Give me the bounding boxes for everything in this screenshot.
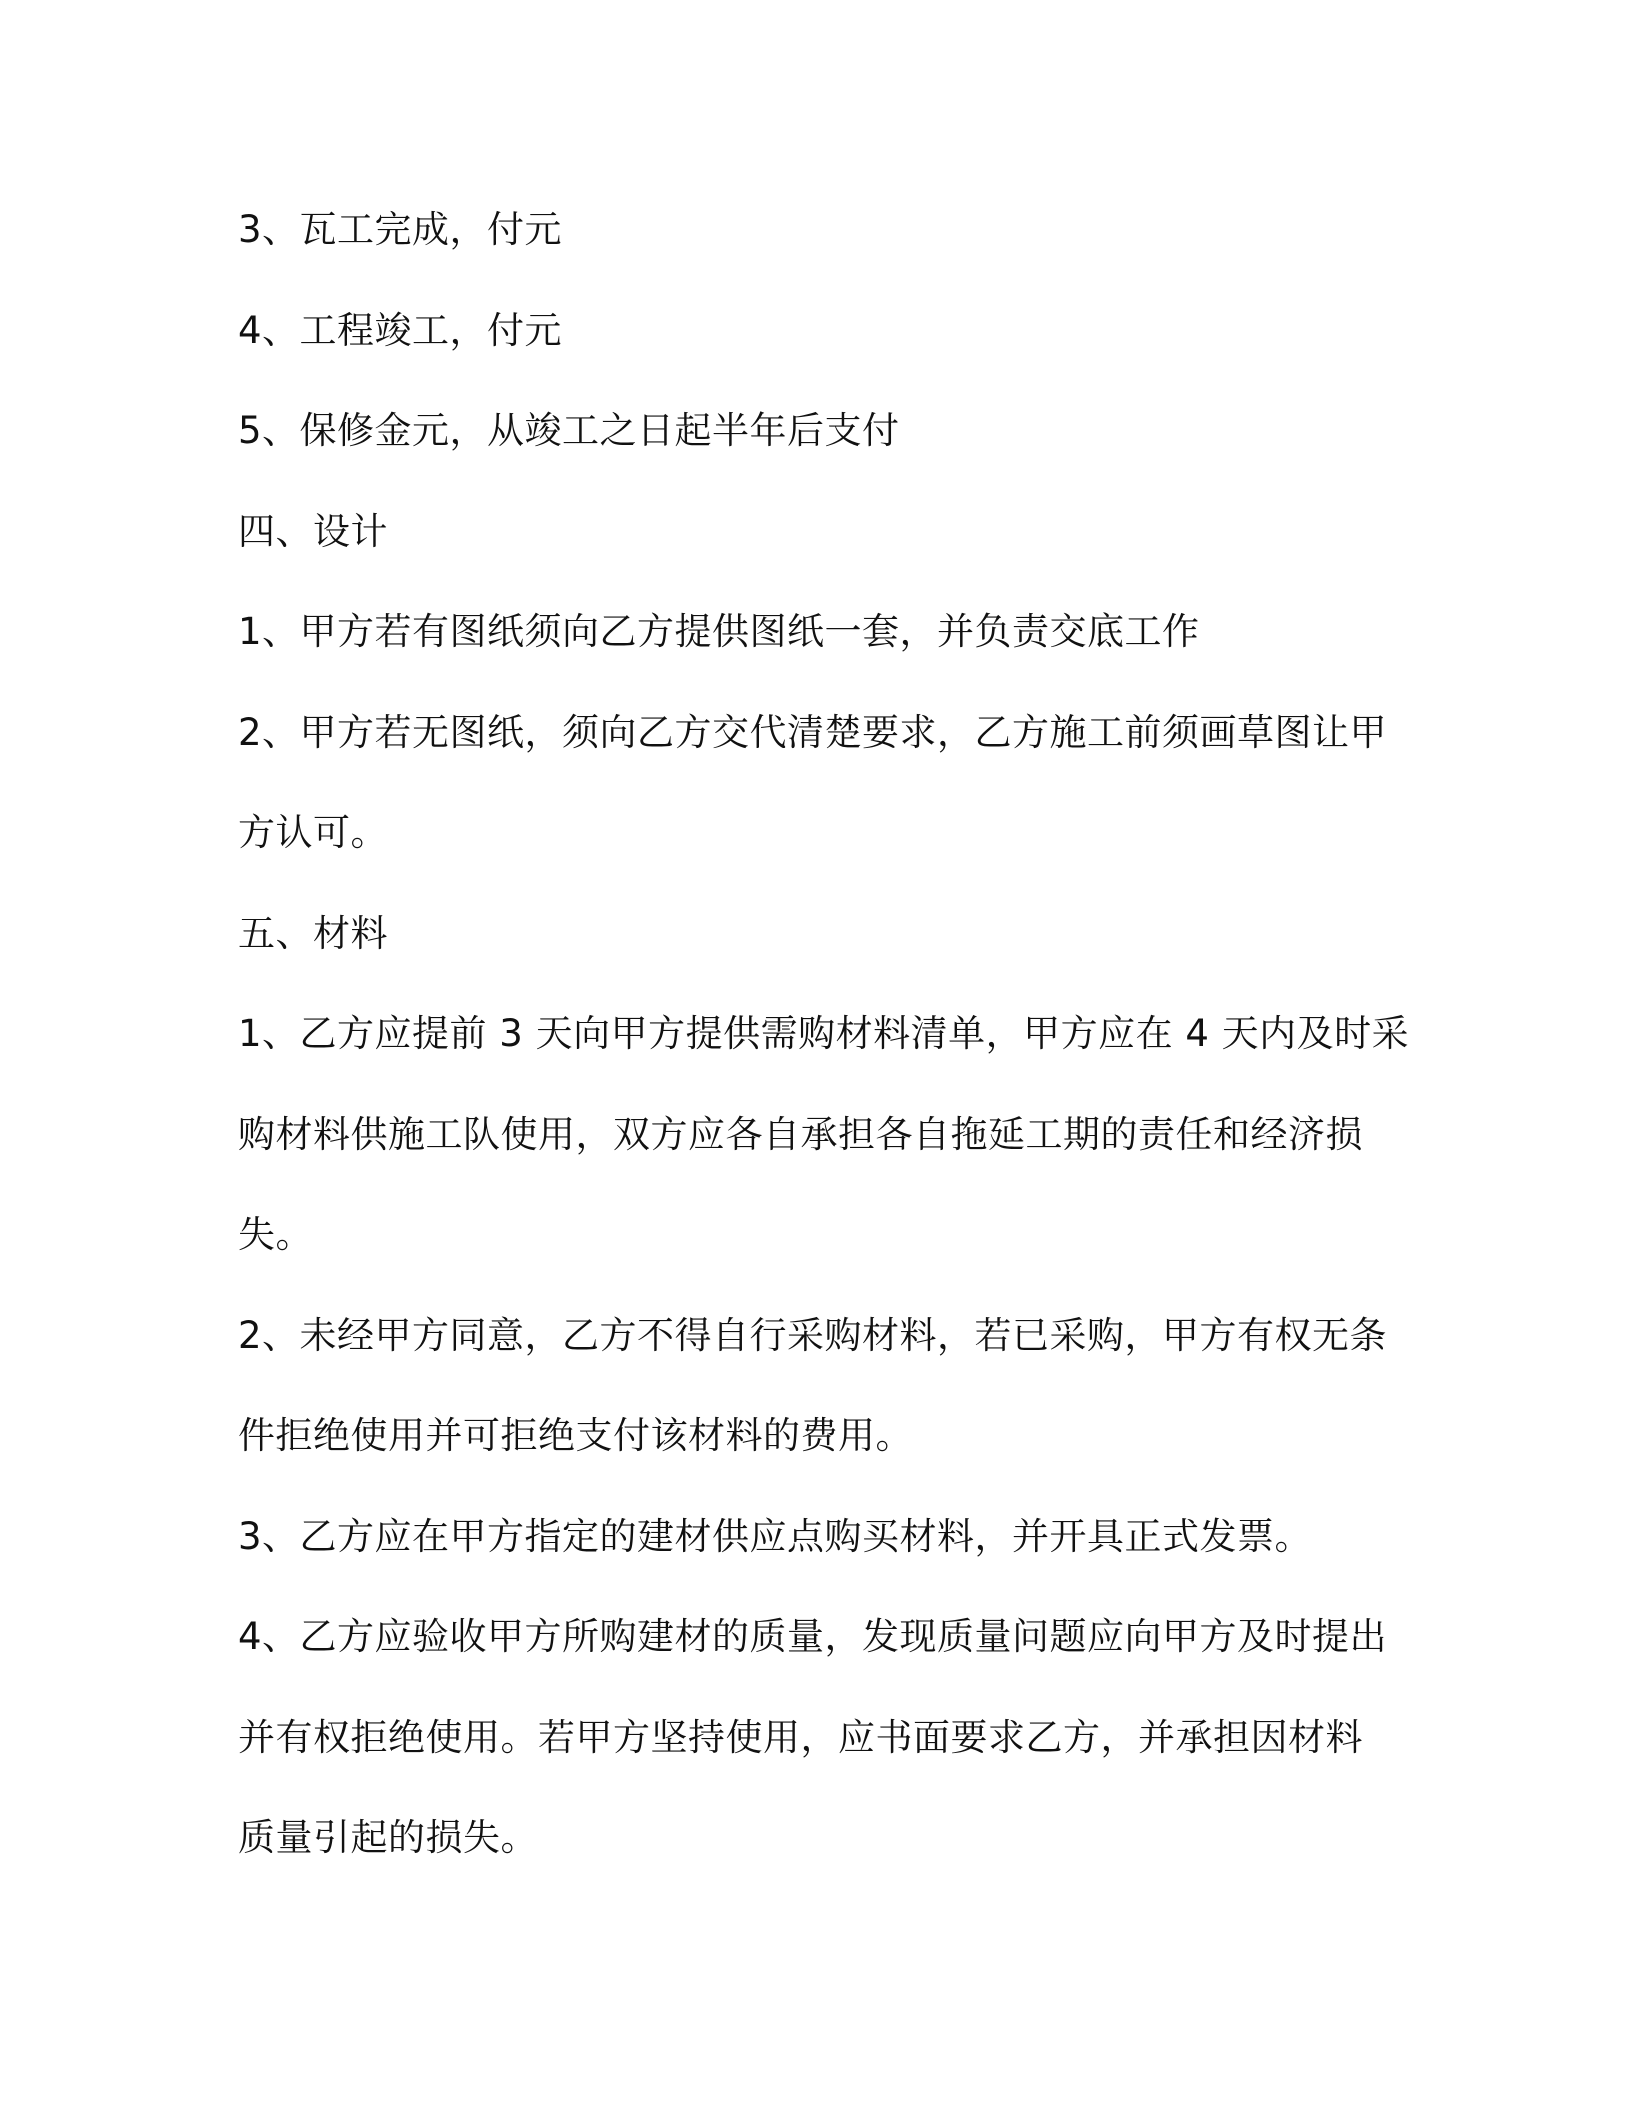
materials-item-4-line-3: 质量引起的损失。: [238, 1816, 538, 1859]
materials-item-4-line-1: 4、乙方应验收甲方所购建材的质量，发现质量问题应向甲方及时提出: [238, 1615, 1388, 1658]
section-heading-design: 四、设计: [238, 509, 388, 553]
item-5-warranty-deposit: 5、保修金元，从竣工之日起半年后支付: [238, 409, 900, 452]
design-item-1: 1、甲方若有图纸须向乙方提供图纸一套，并负责交底工作: [238, 610, 1200, 653]
materials-item-1-line-1: 1、乙方应提前 3 天向甲方提供需购材料清单，甲方应在 4 天内及时采: [238, 1012, 1410, 1055]
section-heading-materials: 五、材料: [238, 911, 388, 955]
item-4-completion-payment: 4、工程竣工，付元: [238, 308, 563, 352]
materials-item-2-line-2: 件拒绝使用并可拒绝支付该材料的费用。: [238, 1414, 913, 1457]
materials-item-2-line-1: 2、未经甲方同意，乙方不得自行采购材料，若已采购，甲方有权无条: [238, 1313, 1388, 1357]
materials-item-3: 3、乙方应在甲方指定的建材供应点购买材料，并开具正式发票。: [238, 1514, 1313, 1558]
document-body: [238, 180, 1410, 1889]
design-item-2-line-1: 2、甲方若无图纸，须向乙方交代清楚要求，乙方施工前须画草图让甲: [238, 710, 1388, 754]
item-3-tile-work-payment: 3、瓦工完成，付元: [238, 208, 563, 251]
design-item-2-line-2: 方认可。: [238, 811, 388, 854]
materials-item-4-line-2: 并有权拒绝使用。若甲方坚持使用，应书面要求乙方，并承担因材料: [238, 1715, 1363, 1759]
materials-item-1-line-3: 失。: [238, 1213, 313, 1256]
materials-item-1-line-2: 购材料供施工队使用，双方应各自承担各自拖延工期的责任和经济损: [238, 1112, 1363, 1156]
